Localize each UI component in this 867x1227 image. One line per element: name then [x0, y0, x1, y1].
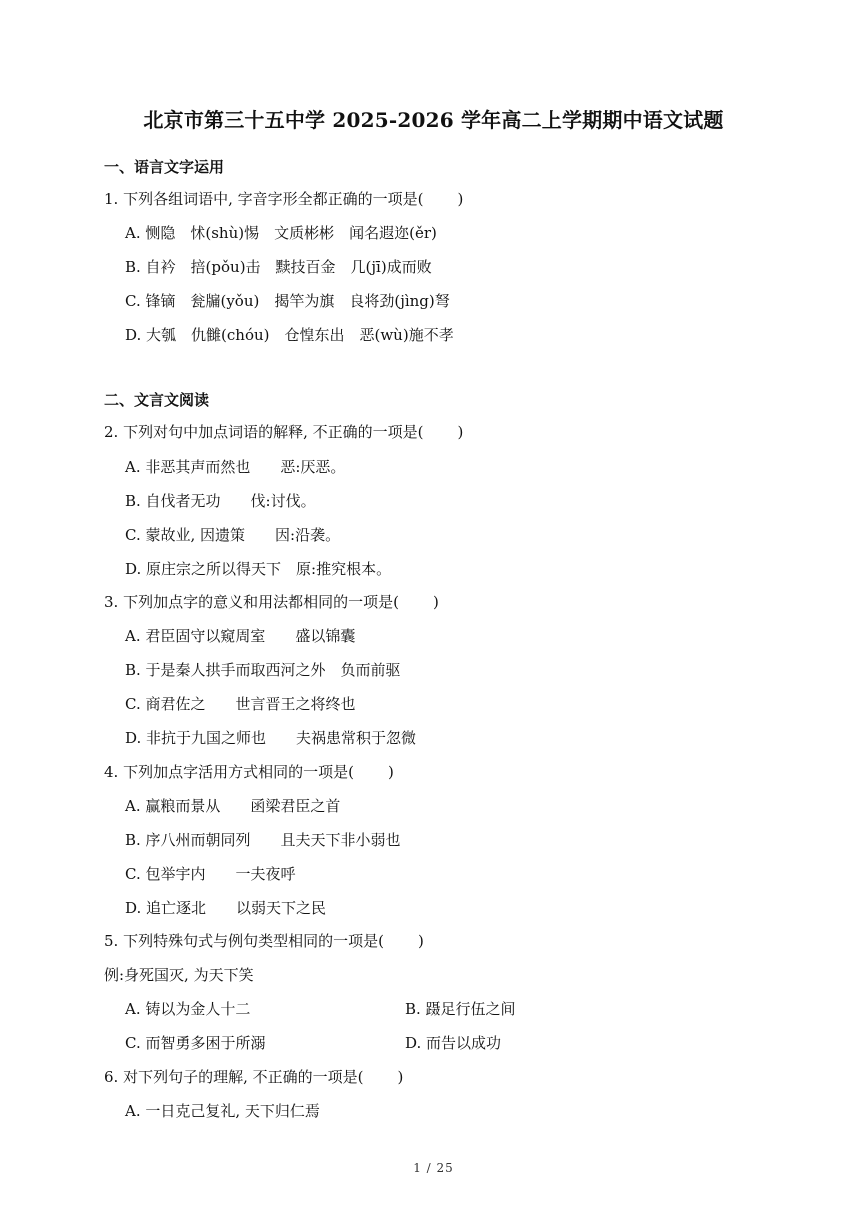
- question-4-stem: 4. 下列加点字活用方式相同的一项是( ): [104, 763, 394, 781]
- question-2-option-d: D. 原庄宗之所以得天下 原:推究根本。: [125, 560, 392, 578]
- page-number: 1 / 25: [413, 1161, 454, 1175]
- question-2-option-b: B. 自伐者无功 伐:讨伐。: [125, 492, 316, 510]
- question-1-option-b: B. 自衿 掊(pǒu)击 黩技百金 几(jī)成而败: [125, 258, 432, 276]
- page-title: 北京市第三十五中学 2025-2026 学年高二上学期期中语文试题: [143, 108, 724, 132]
- question-6-option-a: A. 一日克己复礼, 天下归仁焉: [125, 1102, 320, 1120]
- question-1-option-a: A. 恻隐 怵(shù)惕 文质彬彬 闻名遐迩(ěr): [125, 224, 437, 242]
- question-5-option-a: A. 铸以为金人十二: [125, 1000, 251, 1018]
- question-5-stem: 5. 下列特殊句式与例句类型相同的一项是( ): [104, 932, 424, 950]
- question-3-option-a: A. 君臣固守以窥周室 盛以锦囊: [125, 627, 356, 645]
- question-1-option-d: D. 大瓠 仇雠(chóu) 仓惶东出 恶(wù)施不孝: [125, 326, 454, 344]
- question-5-example: 例:身死国灭, 为天下笑: [104, 966, 254, 984]
- question-5-option-c: C. 而智勇多困于所溺: [125, 1034, 266, 1052]
- question-1-stem: 1. 下列各组词语中, 字音字形全都正确的一项是( ): [104, 190, 464, 208]
- question-4-option-d: D. 追亡逐北 以弱天下之民: [125, 899, 327, 917]
- section-heading-2: 二、文言文阅读: [104, 391, 210, 409]
- question-5-option-b: B. 蹑足行伍之间: [405, 1000, 516, 1018]
- question-3-option-b: B. 于是秦人拱手而取西河之外 负而前驱: [125, 661, 401, 679]
- question-3-option-c: C. 商君佐之 世言晋王之将终也: [125, 695, 356, 713]
- question-6-stem: 6. 对下列句子的理解, 不正确的一项是( ): [104, 1068, 404, 1086]
- question-4-option-a: A. 赢粮而景从 函梁君臣之首: [125, 797, 341, 815]
- question-1-option-c: C. 锋镝 瓮牖(yǒu) 揭竿为旗 良将劲(jìng)弩: [125, 292, 450, 310]
- question-3-option-d: D. 非抗于九国之师也 夫祸患常积于忽微: [125, 729, 417, 747]
- section-heading-1: 一、语言文字运用: [104, 158, 225, 176]
- question-4-option-c: C. 包举宇内 一夫夜呼: [125, 865, 296, 883]
- question-2-stem: 2. 下列对句中加点词语的解释, 不正确的一项是( ): [104, 423, 464, 441]
- question-3-stem: 3. 下列加点字的意义和用法都相同的一项是( ): [104, 593, 439, 611]
- question-5-option-d: D. 而告以成功: [405, 1034, 502, 1052]
- question-2-option-c: C. 蒙故业, 因遗策 因:沿袭。: [125, 526, 341, 544]
- question-2-option-a: A. 非恶其声而然也 恶:厌恶。: [125, 458, 346, 476]
- question-4-option-b: B. 序八州而朝同列 且夫天下非小弱也: [125, 831, 401, 849]
